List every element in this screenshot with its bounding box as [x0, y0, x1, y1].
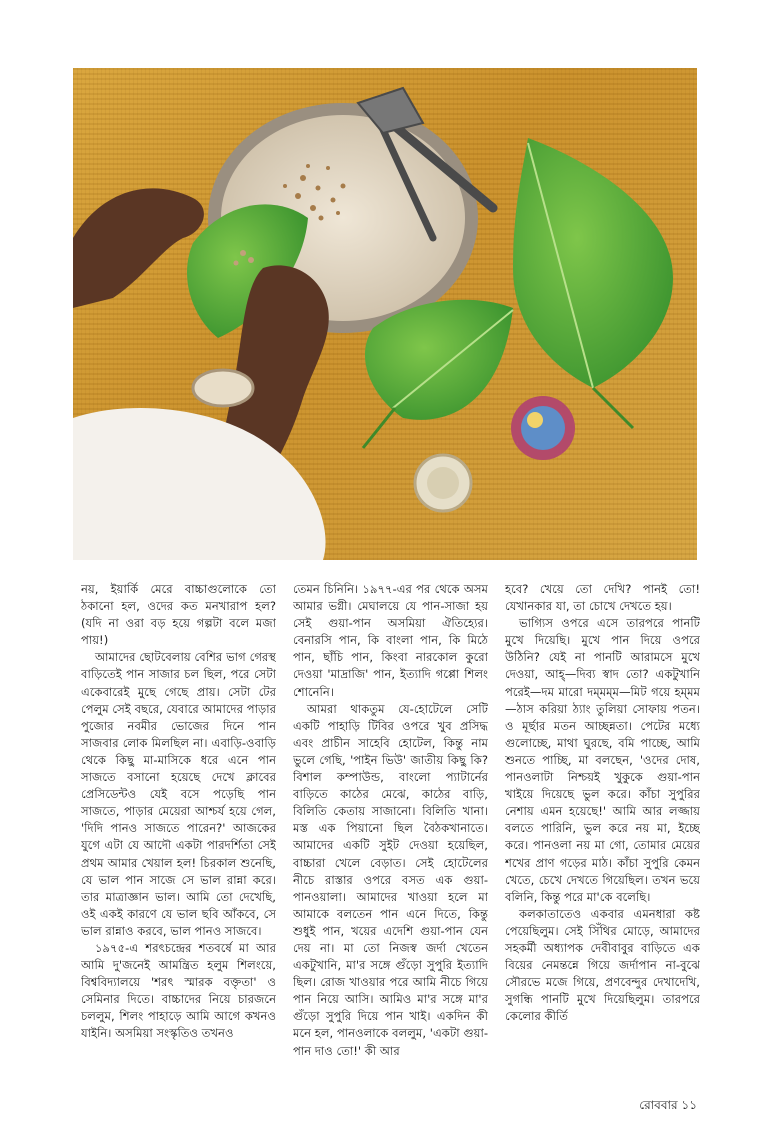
- column-2: [293, 581, 488, 1061]
- page-number: ১১: [681, 1098, 697, 1112]
- paragraph: আমাদের ছোটবেলায় বেশির ভাগ গেরস্থ বাড়িতেই পান সাজার চল ছিল, পরে সেটা একেবারেই মুছে গেছে প্রায়। সেটা টের পেলুম সেই বছরে, যেবারে আমাদের পাড়ার পুজোর নবমীর ভোজের দিনে পান সাজবার লোক মিলছিল না। এবাড়ি-ওবাড়ি থেকে কিছু মা-মাসিকে ধরে এনে পান সাজতে বসানো হয়েছে দেখে ক্লাবের প্রেসিডেন্টও যেই বসে পড়েছি পান সাজতে, পাড়ার মেয়েরা আশ্চর্য হয়ে গেল, 'দিদি পানও সাজতে পারেন?' আজকের যুগে এটা যে আদৌ একটা পারদর্শিতা সেই প্রথম আমার খেয়াল হল! চিরকাল শুনেছি, যে ভাল পান সাজে সে ভাল রান্না করে। তার মাত্রাজ্ঞান ভাল। আমি তো দেখেছি, ওই একই কারণে যে ভাল ছবি আঁকবে, সে ভাল রান্নাও করবে, ভাল পানও সাজবে।: [81, 650, 276, 938]
- paragraph: তেমন চিনিনি। ১৯৭৭-এর পর থেকে অসম আমার ভগ্নী। মেঘালয়ে যে পান-সাজা হয় সেই গুয়া-পান অসমিয়া ঐতিহ্যের। বেনারসি পান, কি বাংলা পান, কি মিঠে পান, ছাঁচি পান, কিংবা নারকোল কুরো দেওয়া 'মাদ্রাজি' পান, ইত্যাদি গপ্পো শিলং শোনেনি।: [293, 582, 488, 699]
- magazine-name: রোববার: [639, 1098, 678, 1112]
- betel-leaf-photo: [73, 68, 697, 560]
- column-1: [81, 581, 276, 1061]
- betel-leaf-middle: [363, 300, 513, 448]
- paragraph: ভাগ্যিস ওপরে এসে তারপরে পানটি মুখে দিয়েছি। মুখে পান দিয়ে ওপরে উঠিনি? যেই না পানটি আরামসে মুখে দেওয়া, আহ্‌—দিব্য স্বাদ তো? একটুখানি পরেই—দম মারো দম্‌মম্‌ম—মিট গয়ে হম্‌মম—ঠাস করিয়া ঠ্যাং তুলিয়া সোফায় পতন। ও মূর্ছার মতন আচ্ছন্নতা। পেটের মধ্যে গুলোচ্ছে, মাথা ঘুরছে, বমি পাচ্ছে, আমি শুনতে পাচ্ছি, মা বলছেন, 'ওদের দোষ, পানওলাটা নিশ্চয়ই খুকুকে গুয়া-পান খাইয়ে দিয়েছে ভুল করে। কাঁচা সুপুরির নেশায় এমন হয়েছে!' আমি আর লজ্জায় বলতে পারিনি, ভুল করে নয় মা, ইচ্ছে করে। পানওলা নয় মা গো, তোমার মেয়ের শখের প্রাণ গড়ের মাঠ। কাঁচা সুপুরি কেমন খেতে, চেখে দেখতে গিয়েছিল। তখন ভয়ে বলিনি, কিন্তু পরে মা'কে বলেছি।: [505, 616, 700, 904]
- paragraph: কলকাতাতেও একবার এমনধারা কষ্ট পেয়েছিলুম। সেই সিঁথির মোড়ে, আমাদের সহকর্মী অধ্যাপক দেবীবাবুর বাড়িতে এক বিয়ের নেমন্তন্নে গিয়ে জর্দাপান না-বুঝে সৌরভে মজে গিয়ে, প্রণবেন্দুর দেখাদেখি, সুগন্ধি পানটি মুখে দিয়েছিলুম। তারপরে কেলোর কীর্তি: [505, 906, 700, 1024]
- column-3: [505, 581, 700, 1061]
- photo-illustration: [73, 68, 697, 560]
- page-footer: [639, 1097, 697, 1117]
- paragraph: আমরা থাকতুম যে-হোটেলে সেটি একটি পাহাড়ি টিবির ওপরে খুব প্রসিদ্ধ এবং প্রাচীন সাহেবি হোটেল, কিন্তু নাম ভুলে গেছি, 'পাইন ভিউ' জাতীয় কিছু কি? বিশাল কম্পাউন্ড, বাংলো প্যাটার্নের বাড়িতে কাঠের মেঝে, কাঠের বাড়ি, বিলিতি কেতায় সাজানো। বিলিতি খানা। মস্ত এক পিয়ানো ছিল বৈঠকখানাতে। আমাদের একটি সুইট দেওয়া হয়েছিল, বাচ্চারা খেলে বেড়াত। সেই হোটেলের নীচে রাস্তার ওপরে বসত এক গুয়া-পানওয়ালা। আমাদের খাওয়া হলে মা আমাকে বলতেন পান এনে দিতে, কিন্তু শুধুই পান, খয়ের এদেশি গুয়া-পান যেন দেয় না। মা তো নিজস্ব জর্দা খেতেন একটুখানি, মা'র সঙ্গে গুঁড়ো সুপুরি ইত্যাদি ছিল। রোজ খাওয়ার পরে আমি নীচে গিয়ে পান নিয়ে আসি। আমিও মা'র সঙ্গে মা'র গুঁড়ো সুপুরি দিয়ে পান খাই। একদিন কী মনে হল, পানওলাকে বললুম, 'একটা গুয়া-পান দাও তো!' কী আর: [293, 701, 488, 1058]
- lime-box: [511, 396, 575, 460]
- small-box-left: [193, 370, 253, 406]
- paragraph: হবে? খেয়ে তো দেখি? পানই তো! যেখানকার যা, তা চোখে দেখতে হয়।: [505, 582, 700, 614]
- betel-leaf-right: [513, 138, 673, 428]
- paragraph: ১৯৭৫-এ শরৎচন্দ্রের শতবর্ষে মা আর আমি দু'জনেই আমন্ত্রিত হলুম শিলংয়ে, বিশ্ববিদ্যালয়ে 'শরৎ স্মারক বক্তৃতা' ও সেমিনার দিতে। বাচ্চাদের নিয়ে চারজনে চললুম, শিলং পাহাড়ে আমি আগে কখনও যাইনি। অসমিয়া সংস্কৃতিও তখনও: [81, 940, 276, 1041]
- paragraph: নয়, ইয়ার্কি মেরে বাচ্চাগুলোকে তো ঠকানো হল, ওদের কত মনখারাপ হল? (যদি না ওরা বড় হয়ে গল্পটা বলে মজা পায়!): [81, 582, 276, 648]
- article-body: [81, 581, 701, 1061]
- round-tin: [415, 455, 471, 511]
